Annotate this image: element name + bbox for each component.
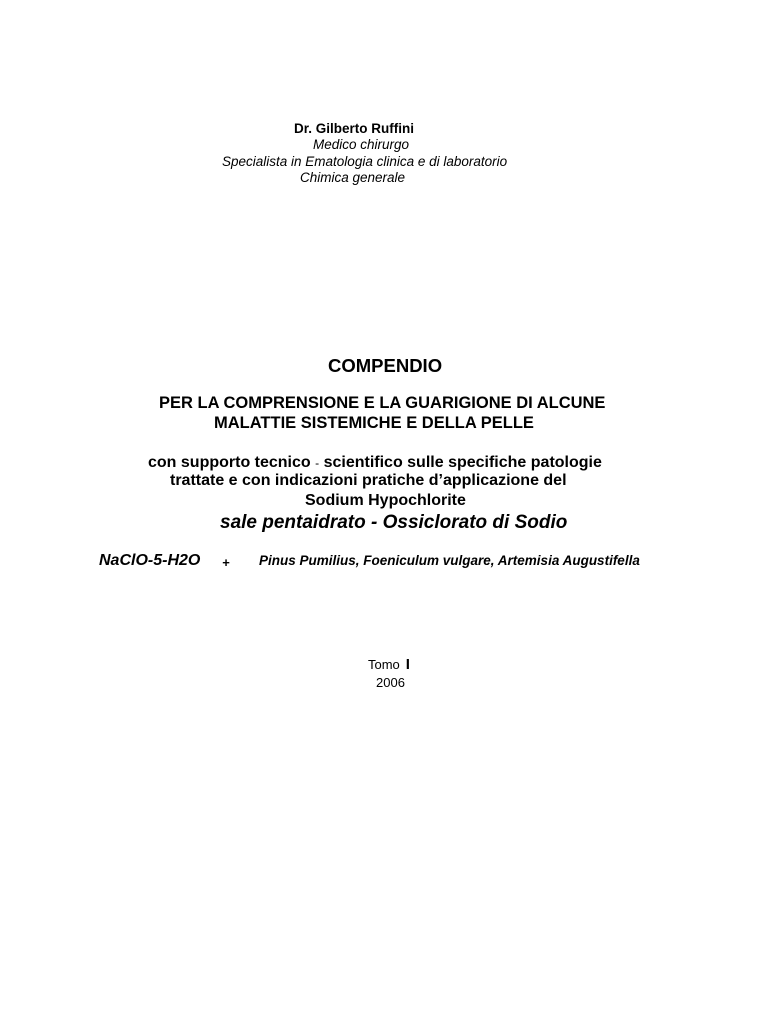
author-specialty: Specialista in Ematologia clinica e di laboratorio xyxy=(222,154,508,169)
support-line-2: trattate e con indicazioni pratiche d’applicazione del xyxy=(170,472,567,489)
publication-year: 2006 xyxy=(376,675,405,690)
volume-label-text: Tomo xyxy=(368,657,400,672)
subtitle-line-1: PER LA COMPRENSIONE E LA GUARIGIONE DI ALCUNE xyxy=(159,394,606,412)
volume-number: I xyxy=(405,656,410,673)
support-line-1-start: con supporto tecnico xyxy=(148,454,311,471)
plant-list: Pinus Pumilius, Foeniculum vulgare, Artemisia Augustifella xyxy=(259,553,640,568)
support-line-3: Sodium Hypochlorite xyxy=(305,492,466,509)
document-title: COMPENDIO xyxy=(328,355,443,376)
volume-label xyxy=(368,657,410,672)
subtitle-line-2: MALATTIE SISTEMICHE E DELLA PELLE xyxy=(214,414,534,432)
author-role: Medico chirurgo xyxy=(313,137,410,152)
salt-name: sale pentaidrato - Ossiclorato di Sodio xyxy=(220,512,568,533)
author-field: Chimica generale xyxy=(300,170,406,185)
support-line-1 xyxy=(148,455,602,471)
support-dash: - xyxy=(315,456,320,470)
plus-sign: + xyxy=(222,555,230,570)
support-line-1-end: scientifico sulle specifiche patologie xyxy=(323,454,602,471)
chemical-formula: NaClO-5-H2O xyxy=(99,552,201,569)
author-name: Dr. Gilberto Ruffini xyxy=(294,121,414,136)
